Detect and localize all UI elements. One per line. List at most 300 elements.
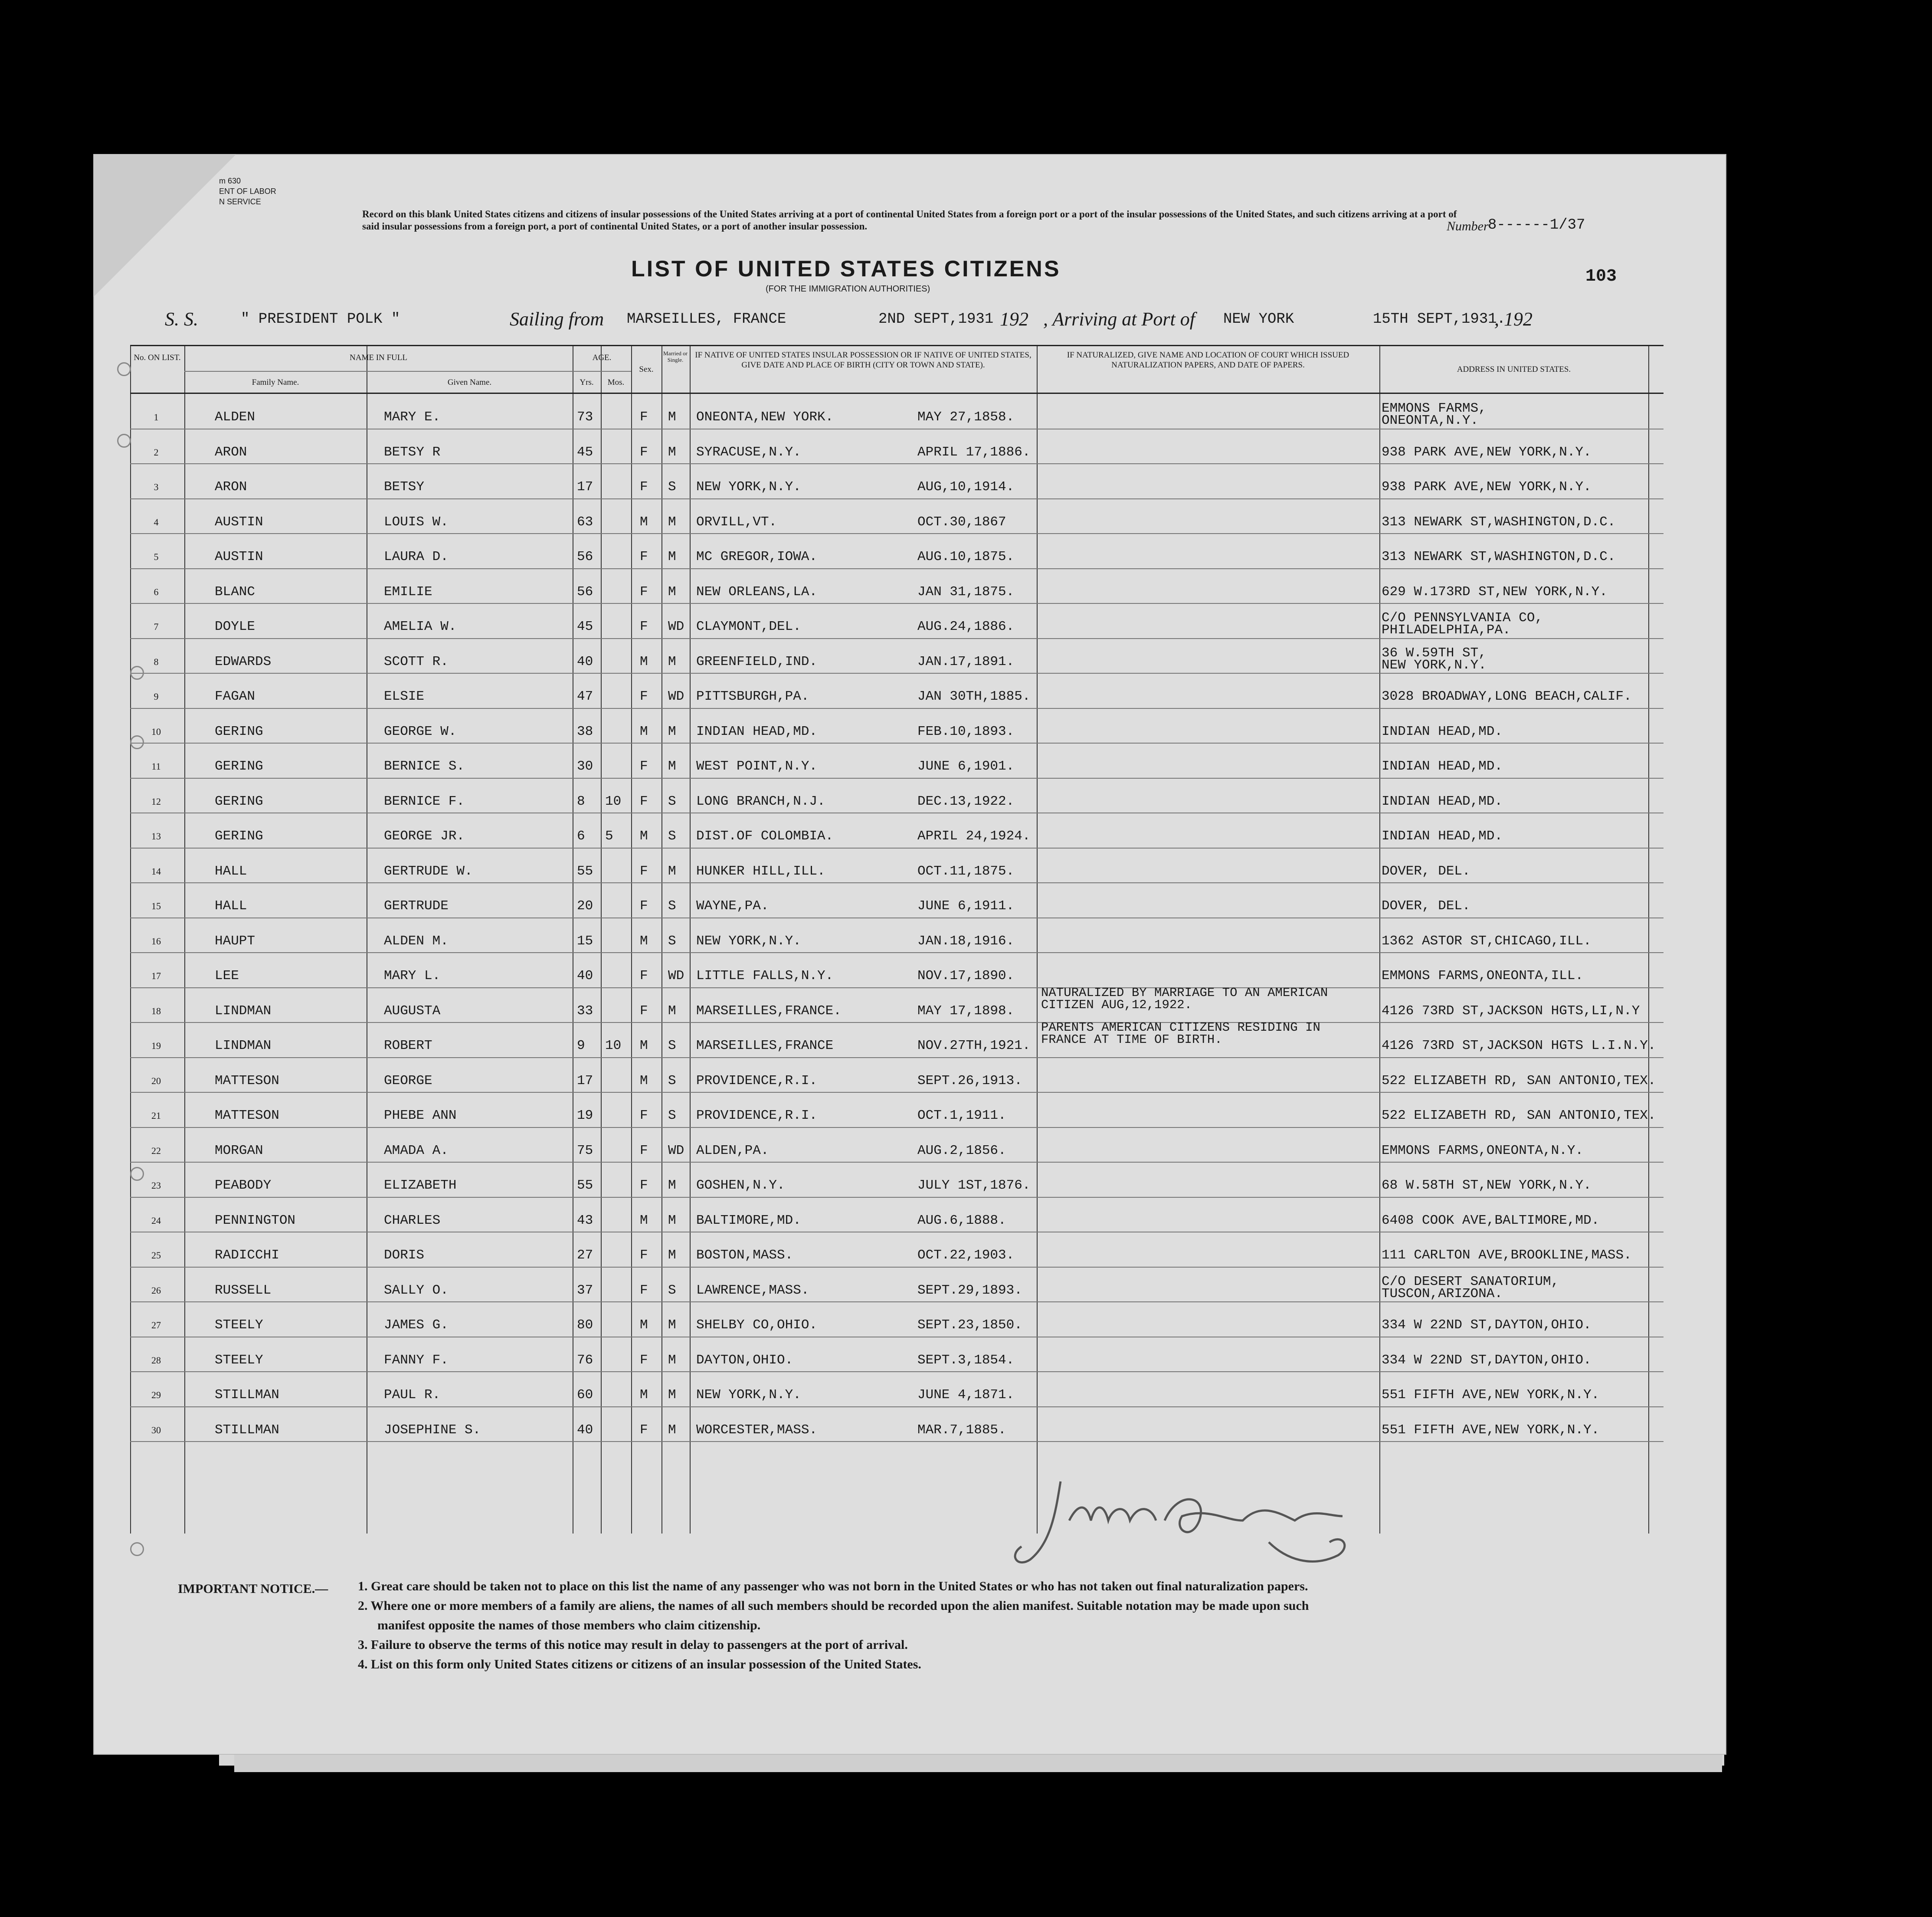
row-number: 19: [151, 1040, 161, 1051]
address: 334 W 22ND ST,DAYTON,OHIO.: [1382, 1352, 1591, 1368]
birth-date: SEPT.3,1854.: [917, 1352, 1015, 1368]
family-name: LINDMAN: [215, 1003, 272, 1019]
sailing-date: 2ND SEPT,1931: [878, 311, 994, 328]
birth-date: AUG,10,1914.: [917, 479, 1015, 495]
birth-place: ORVILL,VT.: [696, 514, 777, 530]
marital-status: M: [668, 1352, 676, 1368]
sex: F: [640, 863, 648, 879]
row-number: 3: [154, 482, 159, 492]
age-years: 19: [577, 1108, 593, 1123]
birth-date: JUNE 6,1901.: [917, 759, 1015, 774]
address-line-2: PHILADELPHIA,PA.: [1382, 623, 1511, 638]
given-name: LAURA D.: [384, 549, 449, 564]
address: 938 PARK AVE,NEW YORK,N.Y.: [1382, 479, 1591, 495]
row-number: 16: [151, 935, 161, 947]
naturalization-note-line-2: CITIZEN AUG,12,1922.: [1041, 997, 1192, 1012]
birth-place: BALTIMORE,MD.: [696, 1212, 801, 1228]
row-line: [130, 952, 1663, 953]
age-years: 15: [577, 933, 593, 949]
row-number: 9: [154, 691, 159, 702]
birth-date: JULY 1ST,1876.: [917, 1178, 1031, 1193]
given-name: ALDEN M.: [384, 933, 449, 949]
marital-status: S: [668, 933, 676, 949]
form-number-line: ENT OF LABOR: [219, 187, 276, 196]
age-years: 27: [577, 1248, 593, 1263]
row-number: 7: [154, 621, 159, 632]
age-years: 33: [577, 1003, 593, 1019]
given-name: SCOTT R.: [384, 654, 449, 669]
row-line: [130, 987, 1663, 988]
page-subtitle: (FOR THE IMMIGRATION AUTHORITIES): [766, 284, 930, 294]
marital-status: S: [668, 898, 676, 914]
marital-status: S: [668, 793, 676, 809]
birth-date: JUNE 6,1911.: [917, 898, 1015, 914]
family-name: STEELY: [215, 1352, 263, 1368]
family-name: ALDEN: [215, 410, 255, 425]
family-name: ARON: [215, 444, 247, 460]
header-naturalized: IF NATURALIZED, GIVE NAME AND LOCATION OF COURT WHICH ISSUED NATURALIZATION PAPERS, AND DATE OF PAPERS.: [1067, 351, 1349, 370]
birth-date: MAY 27,1858.: [917, 410, 1015, 425]
given-name: EMILIE: [384, 584, 432, 600]
sailing-from: MARSEILLES, FRANCE: [627, 311, 786, 328]
birth-date: JUNE 4,1871.: [917, 1387, 1015, 1403]
marital-status: WD: [668, 619, 684, 634]
arriving-label: , Arriving at Port of: [1043, 308, 1195, 330]
age-months: 5: [605, 829, 613, 844]
sex: F: [640, 1248, 648, 1263]
header-address: ADDRESS IN UNITED STATES.: [1457, 365, 1571, 374]
punch-hole: [117, 362, 131, 376]
family-name: STILLMAN: [215, 1422, 279, 1438]
punch-hole: [130, 735, 144, 749]
birth-date: MAY 17,1898.: [917, 1003, 1015, 1019]
number-label: Number: [1447, 219, 1489, 233]
header-family: Family Name.: [252, 378, 299, 387]
address-line-2: ONEONTA,N.Y.: [1382, 413, 1479, 428]
column-line: [1037, 345, 1038, 1534]
row-line: [130, 533, 1663, 534]
birth-date: AUG.6,1888.: [917, 1212, 1006, 1228]
birth-date: SEPT.29,1893.: [917, 1282, 1022, 1298]
family-name: AUSTIN: [215, 549, 263, 564]
age-years: 30: [577, 759, 593, 774]
family-name: RUSSELL: [215, 1282, 272, 1298]
birth-date: SEPT.26,1913.: [917, 1073, 1022, 1088]
given-name: SALLY O.: [384, 1282, 449, 1298]
birth-date: FEB.10,1893.: [917, 724, 1015, 739]
given-name: FANNY F.: [384, 1352, 449, 1368]
birth-place: BOSTON,MASS.: [696, 1248, 793, 1263]
address: 334 W 22ND ST,DAYTON,OHIO.: [1382, 1317, 1591, 1333]
given-name: BERNICE S.: [384, 759, 465, 774]
age-years: 37: [577, 1282, 593, 1298]
given-name: MARY E.: [384, 410, 441, 425]
marital-status: S: [668, 1038, 676, 1053]
sex: F: [640, 1352, 648, 1368]
number-value: 8------1/37: [1488, 217, 1585, 233]
sex: M: [640, 514, 648, 530]
header-bottom-line: [130, 393, 1663, 394]
marital-status: M: [668, 759, 676, 774]
birth-date: OCT.11,1875.: [917, 863, 1015, 879]
birth-place: DIST.OF COLOMBIA.: [696, 829, 834, 844]
given-name: CHARLES: [384, 1212, 441, 1228]
address: 36 W.59TH ST,: [1382, 645, 1487, 661]
age-years: 43: [577, 1212, 593, 1228]
marital-status: M: [668, 1422, 676, 1438]
header-no: No. ON LIST.: [134, 353, 181, 362]
family-name: DOYLE: [215, 619, 255, 634]
birth-date: OCT.22,1903.: [917, 1248, 1015, 1263]
row-line: [130, 1127, 1663, 1128]
family-name: GERING: [215, 829, 263, 844]
birth-place: GOSHEN,N.Y.: [696, 1178, 785, 1193]
family-name: HALL: [215, 898, 247, 914]
family-name: MORGAN: [215, 1143, 263, 1158]
marital-status: M: [668, 1003, 676, 1019]
notice-line: 4. List on this form only United States citizens or citizens of an insular possession of the United States.: [358, 1657, 921, 1671]
header-name-in-full: NAME IN FULL: [350, 353, 407, 362]
row-line: [130, 1441, 1663, 1442]
row-number: 12: [151, 796, 161, 807]
marital-status: WD: [668, 968, 684, 983]
sex: F: [640, 1422, 648, 1438]
sex: F: [640, 1178, 648, 1193]
given-name: MARY L.: [384, 968, 441, 983]
address: INDIAN HEAD,MD.: [1382, 829, 1503, 844]
family-name: BLANC: [215, 584, 255, 600]
passenger-table: [130, 345, 1663, 1534]
given-name: AUGUSTA: [384, 1003, 441, 1019]
header-given: Given Name.: [447, 378, 492, 387]
page-title: LIST OF UNITED STATES CITIZENS: [631, 256, 1061, 282]
sailing-label: Sailing from: [510, 308, 604, 330]
address: 313 NEWARK ST,WASHINGTON,D.C.: [1382, 549, 1616, 564]
birth-place: PROVIDENCE,R.I.: [696, 1108, 818, 1123]
family-name: RADICCHI: [215, 1248, 279, 1263]
birth-place: GREENFIELD,IND.: [696, 654, 818, 669]
family-name: FAGAN: [215, 689, 255, 704]
manifest-page: [93, 154, 1726, 1755]
arriving-year-suffix: , 192: [1494, 308, 1533, 330]
marital-status: S: [668, 1108, 676, 1123]
given-name: ELSIE: [384, 689, 425, 704]
row-number: 1: [154, 412, 159, 423]
address: INDIAN HEAD,MD.: [1382, 759, 1503, 774]
age-years: 8: [577, 793, 585, 809]
sex: M: [640, 654, 648, 669]
header-birth: IF NATIVE OF UNITED STATES INSULAR POSSESSION OR IF NATIVE OF UNITED STATES, GIVE DATE AND PLACE OF BIRTH (CITY OR TOWN AND STATE).: [695, 351, 1031, 370]
address: 3028 BROADWAY,LONG BEACH,CALIF.: [1382, 689, 1632, 704]
given-name: GERTRUDE W.: [384, 863, 473, 879]
row-line: [130, 1162, 1663, 1163]
age-years: 40: [577, 654, 593, 669]
marital-status: M: [668, 1178, 676, 1193]
row-number: 28: [151, 1354, 161, 1366]
birth-place: WORCESTER,MASS.: [696, 1422, 818, 1438]
folded-corner: [93, 154, 236, 297]
birth-place: LITTLE FALLS,N.Y.: [696, 968, 834, 983]
row-line: [130, 498, 1663, 499]
arriving-port: NEW YORK: [1223, 311, 1294, 328]
row-number: 11: [151, 761, 161, 772]
birth-place: SYRACUSE,N.Y.: [696, 444, 801, 460]
marital-status: M: [668, 514, 676, 530]
sex: F: [640, 1282, 648, 1298]
birth-place: LONG BRANCH,N.J.: [696, 793, 825, 809]
column-line: [661, 345, 662, 1534]
header-sub-line: [184, 371, 631, 372]
address-line-2: TUSCON,ARIZONA.: [1382, 1286, 1503, 1301]
age-months: 10: [605, 793, 622, 809]
year-suffix: 192: [1000, 308, 1028, 330]
row-number: 26: [151, 1285, 161, 1296]
birth-date: NOV.17,1890.: [917, 968, 1015, 983]
row-line: [130, 1197, 1663, 1198]
age-years: 56: [577, 549, 593, 564]
family-name: HAUPT: [215, 933, 255, 949]
marital-status: M: [668, 1248, 676, 1263]
row-number: 2: [154, 446, 159, 458]
instructions: Record on this blank United States citizens and citizens of insular possessions of the United States arriving at a port of continental United States from a foreign port or a port of the insular possessions of the United States, and such citizens arriving at a port of said insular possessions from a foreign port, a port of continental United States, or a port of another insular possession.: [362, 209, 1457, 232]
marital-status: M: [668, 654, 676, 669]
important-notice: [178, 1579, 328, 1599]
address: 522 ELIZABETH RD, SAN ANTONIO,TEX.: [1382, 1108, 1656, 1123]
marital-status: M: [668, 1387, 676, 1403]
birth-place: ONEONTA,NEW YORK.: [696, 410, 834, 425]
birth-place: MARSEILLES,FRANCE.: [696, 1003, 842, 1019]
sex: F: [640, 1143, 648, 1158]
row-number: 27: [151, 1320, 161, 1330]
birth-place: LAWRENCE,MASS.: [696, 1282, 809, 1298]
row-line: [130, 673, 1663, 674]
address: 938 PARK AVE,NEW YORK,N.Y.: [1382, 444, 1591, 460]
page-stamp: 103: [1585, 267, 1617, 286]
ship-name: " PRESIDENT POLK ": [241, 311, 400, 328]
row-number: 6: [154, 586, 159, 597]
address: INDIAN HEAD,MD.: [1382, 724, 1503, 739]
address: 313 NEWARK ST,WASHINGTON,D.C.: [1382, 514, 1616, 530]
address: 629 W.173RD ST,NEW YORK,N.Y.: [1382, 584, 1608, 600]
column-line: [1648, 345, 1649, 1534]
row-number: 29: [151, 1389, 161, 1400]
row-line: [130, 463, 1663, 464]
marital-status: S: [668, 829, 676, 844]
sex: M: [640, 1212, 648, 1228]
birth-date: AUG.10,1875.: [917, 549, 1015, 564]
birth-place: PROVIDENCE,R.I.: [696, 1073, 818, 1088]
birth-date: MAR.7,1885.: [917, 1422, 1006, 1438]
age-years: 38: [577, 724, 593, 739]
row-line: [130, 638, 1663, 639]
address: 522 ELIZABETH RD, SAN ANTONIO,TEX.: [1382, 1073, 1656, 1088]
form-number-line: m 630: [219, 177, 241, 185]
row-number: 20: [151, 1075, 161, 1086]
address: 111 CARLTON AVE,BROOKLINE,MASS.: [1382, 1248, 1632, 1263]
row-number: 5: [154, 551, 159, 562]
address: 1362 ASTOR ST,CHICAGO,ILL.: [1382, 933, 1591, 949]
family-name: HALL: [215, 863, 247, 879]
row-line: [130, 882, 1663, 883]
birth-date: SEPT.23,1850.: [917, 1317, 1022, 1333]
marital-status: S: [668, 479, 676, 495]
given-name: DORIS: [384, 1248, 425, 1263]
age-years: 55: [577, 1178, 593, 1193]
age-years: 6: [577, 829, 585, 844]
marital-status: M: [668, 1212, 676, 1228]
address: INDIAN HEAD,MD.: [1382, 793, 1503, 809]
sex: F: [640, 619, 648, 634]
birth-date: DEC.13,1922.: [917, 793, 1015, 809]
family-name: STILLMAN: [215, 1387, 279, 1403]
sex: F: [640, 1003, 648, 1019]
marital-status: S: [668, 1282, 676, 1298]
birth-date: JAN.17,1891.: [917, 654, 1015, 669]
birth-date: APRIL 17,1886.: [917, 444, 1031, 460]
punch-hole: [130, 1542, 144, 1556]
column-line: [130, 345, 131, 1534]
age-years: 63: [577, 514, 593, 530]
column-line: [601, 345, 602, 1534]
age-years: 75: [577, 1143, 593, 1158]
sex: M: [640, 1038, 648, 1053]
sex: F: [640, 898, 648, 914]
birth-date: JAN 31,1875.: [917, 584, 1015, 600]
sex: M: [640, 933, 648, 949]
notice-line: 2. Where one or more members of a family are aliens, the names of all such members should be recorded upon the alien manifest. Suitable notation may be made upon such: [358, 1599, 1309, 1613]
family-name: GERING: [215, 759, 263, 774]
given-name: LOUIS W.: [384, 514, 449, 530]
punch-hole: [130, 666, 144, 680]
sex: M: [640, 724, 648, 739]
family-name: LINDMAN: [215, 1038, 272, 1053]
given-name: GERTRUDE: [384, 898, 449, 914]
marital-status: M: [668, 1317, 676, 1333]
marital-status: S: [668, 1073, 676, 1088]
age-years: 47: [577, 689, 593, 704]
marital-status: WD: [668, 689, 684, 704]
punch-hole: [117, 434, 131, 448]
column-line: [690, 345, 691, 1534]
age-years: 73: [577, 410, 593, 425]
age-years: 40: [577, 1422, 593, 1438]
family-name: PEABODY: [215, 1178, 272, 1193]
row-line: [130, 848, 1663, 849]
age-years: 56: [577, 584, 593, 600]
row-line: [130, 1406, 1663, 1407]
given-name: GEORGE W.: [384, 724, 457, 739]
given-name: GEORGE: [384, 1073, 432, 1088]
marital-status: M: [668, 584, 676, 600]
given-name: PHEBE ANN: [384, 1108, 457, 1123]
row-number: 15: [151, 901, 161, 911]
address: 551 FIFTH AVE,NEW YORK,N.Y.: [1382, 1422, 1600, 1438]
birth-place: NEW ORLEANS,LA.: [696, 584, 818, 600]
given-name: AMELIA W.: [384, 619, 457, 634]
sex: M: [640, 1387, 648, 1403]
birth-date: JAN 30TH,1885.: [917, 689, 1031, 704]
birth-date: OCT.1,1911.: [917, 1108, 1006, 1123]
row-number: 10: [151, 726, 161, 737]
given-name: JOSEPHINE S.: [384, 1422, 481, 1438]
family-name: MATTESON: [215, 1108, 279, 1123]
notice-line: 3. Failure to observe the terms of this notice may result in delay to passengers at the port of arrival.: [358, 1638, 908, 1652]
header-top-line: [130, 345, 1663, 346]
row-number: 17: [151, 970, 161, 981]
address-line-2: NEW YORK,N.Y.: [1382, 657, 1487, 673]
sex: F: [640, 793, 648, 809]
naturalization-note: PARENTS AMERICAN CITIZENS RESIDING IN: [1041, 1020, 1320, 1035]
address: 4126 73RD ST,JACKSON HGTS,LI,N.Y: [1382, 1003, 1640, 1019]
address: 551 FIFTH AVE,NEW YORK,N.Y.: [1382, 1387, 1600, 1403]
family-name: LEE: [215, 968, 239, 983]
row-number: 25: [151, 1250, 161, 1261]
birth-date: OCT.30,1867: [917, 514, 1006, 530]
notice-lead: IMPORTANT NOTICE.—: [178, 1582, 328, 1596]
birth-date: APRIL 24,1924.: [917, 829, 1031, 844]
row-number: 24: [151, 1215, 161, 1226]
marital-status: WD: [668, 1143, 684, 1158]
birth-place: NEW YORK,N.Y.: [696, 479, 801, 495]
header-married: Married or Single.: [663, 350, 688, 363]
birth-place: HUNKER HILL,ILL.: [696, 863, 825, 879]
birth-place: CLAYMONT,DEL.: [696, 619, 801, 634]
naturalization-note: NATURALIZED BY MARRIAGE TO AN AMERICAN: [1041, 985, 1328, 1000]
marital-status: M: [668, 724, 676, 739]
ss-label: S. S.: [165, 308, 198, 330]
sex: F: [640, 479, 648, 495]
sex: F: [640, 549, 648, 564]
column-line: [631, 345, 632, 1534]
form-number: [219, 176, 276, 207]
column-line: [1379, 345, 1380, 1534]
sex: F: [640, 584, 648, 600]
row-number: 14: [151, 865, 161, 877]
given-name: AMADA A.: [384, 1143, 449, 1158]
family-name: AUSTIN: [215, 514, 263, 530]
row-line: [130, 708, 1663, 709]
family-name: ARON: [215, 479, 247, 495]
age-years: 76: [577, 1352, 593, 1368]
address: EMMONS FARMS,ONEONTA,N.Y.: [1382, 1143, 1584, 1158]
birth-date: AUG.24,1886.: [917, 619, 1015, 634]
row-number: 23: [151, 1180, 161, 1191]
naturalization-note-line-2: FRANCE AT TIME OF BIRTH.: [1041, 1032, 1222, 1047]
column-line: [184, 345, 185, 1534]
address: EMMONS FARMS,ONEONTA,ILL.: [1382, 968, 1584, 983]
family-name: MATTESON: [215, 1073, 279, 1088]
row-line: [130, 778, 1663, 779]
address: 68 W.58TH ST,NEW YORK,N.Y.: [1382, 1178, 1591, 1193]
row-line: [130, 1022, 1663, 1023]
notice-line: 1. Great care should be taken not to place on this list the name of any passenger who was not born in the United States or who has not taken out final naturalization papers.: [358, 1579, 1308, 1593]
address: EMMONS FARMS,: [1382, 401, 1487, 416]
row-number: 8: [154, 656, 159, 667]
address: C/O PENNSYLVANIA CO,: [1382, 610, 1543, 626]
notice-line: manifest opposite the names of those members who claim citizenship.: [377, 1618, 761, 1632]
age-years: 20: [577, 898, 593, 914]
birth-place: PITTSBURGH,PA.: [696, 689, 809, 704]
header-sex: Sex.: [639, 365, 654, 374]
header-yrs: Yrs.: [580, 378, 594, 387]
row-line: [130, 743, 1663, 744]
address: C/O DESERT SANATORIUM,: [1382, 1274, 1559, 1289]
family-name: GERING: [215, 793, 263, 809]
marital-status: M: [668, 549, 676, 564]
family-name: STEELY: [215, 1317, 263, 1333]
birth-place: MARSEILLES,FRANCE: [696, 1038, 834, 1053]
given-name: BETSY: [384, 479, 425, 495]
